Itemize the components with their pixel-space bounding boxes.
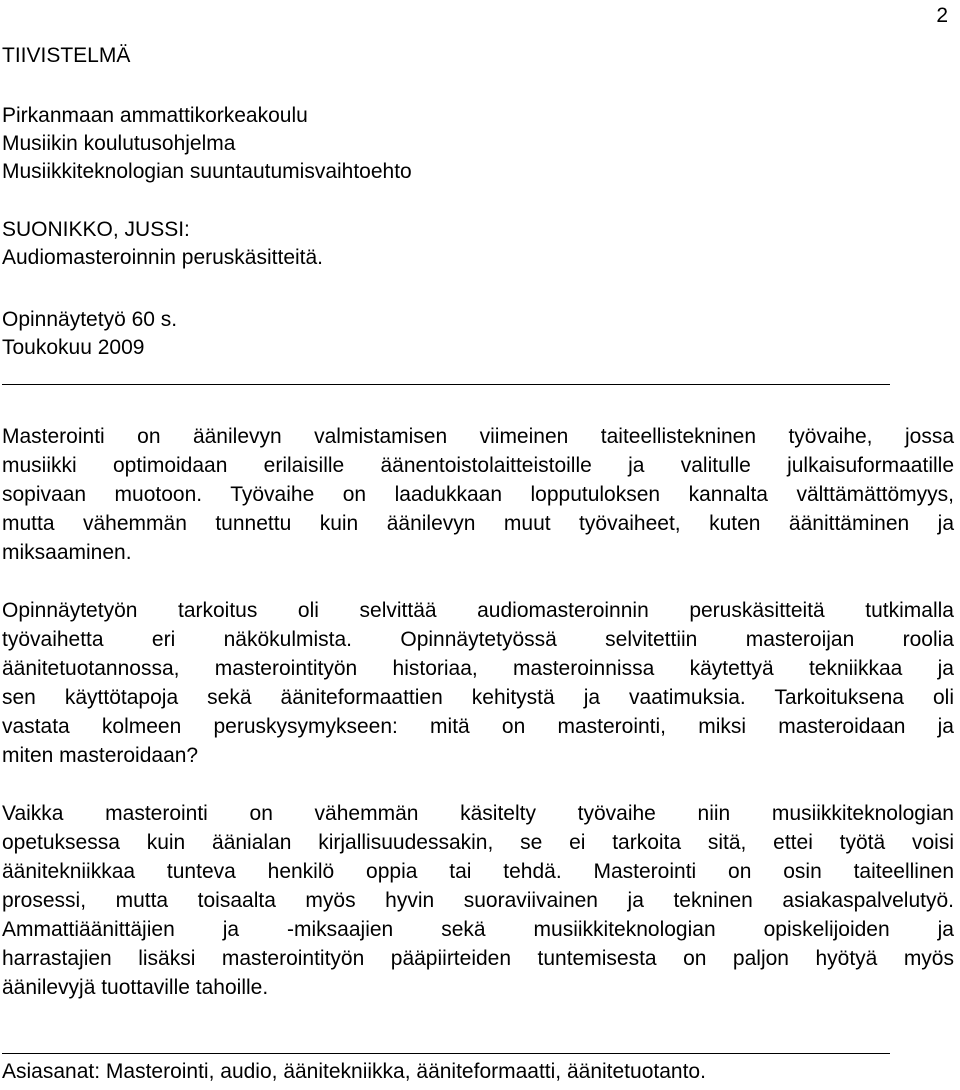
thesis-type: Opinnäytetyö 60 s.	[2, 308, 178, 331]
paragraph-1-line: musiikki optimoidaan erilaisille äänentoistolaitteistoille ja valitulle julkaisuformaatille	[2, 454, 954, 477]
keywords: Asiasanat: Masterointi, audio, äänitekniikka, ääniteformaatti, äänitetuotanto.	[2, 1060, 706, 1083]
paragraph-3-line: Ammattiäänittäjien ja -miksaajien sekä musiikkiteknologian opiskelijoiden ja	[2, 918, 954, 941]
paragraph-3-line: opetuksessa kuin äänialan kirjallisuudessakin, se ei tarkoita sitä, ettei työtä voisi	[2, 831, 954, 854]
paragraph-2-line: miten masteroidaan?	[2, 744, 199, 767]
bottom-divider	[2, 1053, 890, 1054]
author-name: SUONIKKO, JUSSI:	[2, 218, 190, 241]
paragraph-3-line: äänilevyjä tuottaville tahoille.	[2, 976, 269, 999]
paragraph-2-line: äänitetuotannossa, masterointityön historiaa, masteroinnissa käytettyä tekniikkaa ja	[2, 657, 954, 680]
paragraph-2-line: työvaihetta eri näkökulmista. Opinnäytetyössä selvitettiin masteroijan roolia	[2, 628, 954, 651]
paragraph-3-line: Vaikka masterointi on vähemmän käsitelty työvaihe niin musiikkiteknologian	[2, 802, 954, 825]
paragraph-3-line: äänitekniikkaa tunteva henkilö oppia tai tehdä. Masterointi on osin taiteellinen	[2, 860, 954, 883]
institution-name: Pirkanmaan ammattikorkeakoulu	[2, 104, 308, 127]
paragraph-1-line: Masterointi on äänilevyn valmistamisen viimeinen taiteellistekninen työvaihe, jossa	[2, 425, 954, 448]
abstract-heading: TIIVISTELMÄ	[2, 44, 131, 67]
paragraph-3-line: prosessi, mutta toisaalta myös hyvin suoraviivainen ja tekninen asiakaspalvelutyö.	[2, 889, 954, 912]
paragraph-2-line: vastata kolmeen peruskysymykseen: mitä on masterointi, miksi masteroidaan ja	[2, 715, 954, 738]
thesis-title: Audiomasteroinnin peruskäsitteitä.	[2, 246, 324, 269]
paragraph-3-line: harrastajien lisäksi masterointityön pääpiirteiden tuntemisesta on paljon hyötyä myös	[2, 947, 954, 970]
paragraph-2-line: sen käyttötapoja sekä ääniteformaattien kehitystä ja vaatimuksia. Tarkoituksena oli	[2, 686, 954, 709]
paragraph-1-line: sopivaan muotoon. Työvaihe on laadukkaan lopputuloksen kannalta välttämättömyys,	[2, 483, 954, 506]
paragraph-1-line: mutta vähemmän tunnettu kuin äänilevyn muut työvaiheet, kuten äänittäminen ja	[2, 512, 954, 535]
paragraph-2-line: Opinnäytetyön tarkoitus oli selvittää audiomasteroinnin peruskäsitteitä tutkimalla	[2, 599, 954, 622]
paragraph-1-line: miksaaminen.	[2, 541, 132, 564]
page-number: 2	[936, 4, 948, 27]
degree-programme: Musiikin koulutusohjelma	[2, 132, 236, 155]
top-divider	[2, 384, 890, 385]
thesis-date: Toukokuu 2009	[2, 336, 145, 359]
specialisation: Musiikkiteknologian suuntautumisvaihtoehto	[2, 160, 412, 183]
